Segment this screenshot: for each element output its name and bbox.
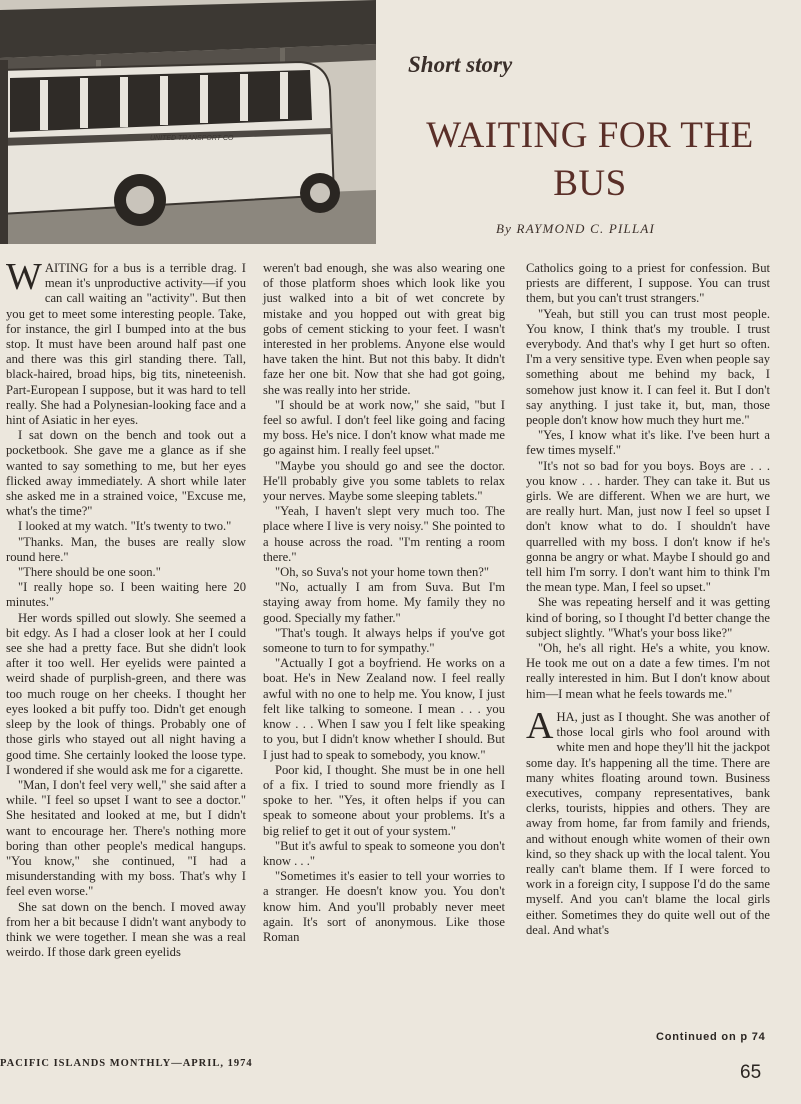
paragraph: "Maybe you should go and see the doctor. He'll probably give you some tablets to relax your nerves. Maybe some sleeping tablets." — [263, 458, 505, 504]
paragraph: AHA, just as I thought. She was another of those local girls who fool around with white men and hope they'll hit the jackpot some day. It's happening all the time. There are many whites floating around town. Business executives, company representatives, bank clerks, tourists, hippies and others. They are away from home, far from family and friends, and without enough white women of their own kind, so they shack up with the local talent. You really can't blame them. If I were forced to work in a foreign city, I suppose I'd do the same myself. And you can't blame the local girls either. Sometimes they do quite well out of the deal. And what's — [526, 704, 770, 937]
paragraph: "It's not so bad for you boys. Boys are . . . you know . . . harder. They can take it. But us girls. We are different. When we are hurt, we are really hurt. Man, just now I feel so upset I don't know what to do. I shouldn't have quarrelled with my boss. I don't know if he's gonna be angry or what. Maybe I should go and tell him I'm sorry. I don't want him to think I'm the mean type. Man, I feel so upset." — [526, 458, 770, 595]
bus-photo — [0, 0, 376, 244]
drop-cap: A — [526, 704, 554, 747]
paragraph: I sat down on the bench and took out a pocketbook. She gave me a glance as if she wanted to say something to me, but her eyes flicked away immediately. A short while later she asked me in a strained voice, "Excuse me, what's the time?" — [6, 428, 246, 519]
bus-lettering: UNITED TRANSPORT CO — [150, 135, 234, 142]
paragraph: Catholics going to a priest for confession. But priests are different, I suppose. You can trust them, but you can't trust strangers." — [526, 261, 770, 306]
paragraph: "But it's awful to speak to someone you don't know . . ." — [263, 838, 505, 868]
paragraph: "No, actually I am from Suva. But I'm staying away from home. My family they no good. Specially my father." — [263, 580, 505, 625]
text-column-1 — [6, 256, 246, 960]
byline: By RAYMOND C. PILLAI — [496, 221, 656, 236]
paragraph: "Yeah, but still you can trust most people. You know, I think that's my trouble. I trust everybody. And that's why I get hurt so often. I'm a very sensitive type. Even when people say something about me behind my back, I somehow just know it. I can feel it. But I don't say anything. I just take it, but, man, those people don't know how much they hurt me." — [526, 306, 770, 428]
footer-credit: PACIFIC ISLANDS MONTHLY—APRIL, 1974 — [0, 1058, 253, 1069]
paragraph: She was repeating herself and it was getting kind of boring, so I thought I'd better change the subject slightly. "What's your boss like?" — [526, 595, 770, 640]
paragraph: She sat down on the bench. I moved away from her a bit because I didn't want anybody to think we were together. I mean she was a real weirdo. If those dark green eyelids — [6, 899, 246, 960]
text-column-2 — [263, 261, 505, 945]
paragraph: Her words spilled out slowly. She seemed a bit edgy. As I had a closer look at her I could see she had a pretty face. But she didn't look after it too well. Her eyelids were painted a weird shade of purplish-green, and there was too much rouge on her cheeks. I thought her eyes looked a bit puffy too. Didn't get enough sleep by the look of things. Probably one of those girls who stayed out all night having a good time. She certainly looked the loose type. I wondered if she would ask me for a cigarette. — [6, 610, 246, 777]
paragraph: I looked at my watch. "It's twenty to two." — [18, 519, 232, 534]
paragraph: "Sometimes it's easier to tell your worries to a stranger. He doesn't know you. You don't know him. And you'll probably never meet again. It's sort of anonymous. Like those Roman — [263, 869, 505, 944]
paragraph: "I really hope so. I been waiting here 20 minutes." — [6, 580, 246, 610]
paragraph: "Actually I got a boyfriend. He works on a boat. He's in New Zealand now. I feel really awful with no one to help me. You know, I just felt like talking to someone. I mean . . . you know . . . When I saw you I felt like speaking to you, but I didn't know whether I should. But I just had to speak to somebody, you know." — [263, 656, 505, 762]
page-number: 65 — [740, 1062, 762, 1083]
paragraph: "I should be at work now," she said, "but I feel so awful. I don't feel like going and facing my boss. He's nice. I don't know what made me go against him. I really feel upset." — [263, 397, 505, 458]
continued-note: Continued on p 74 — [656, 1031, 766, 1043]
paragraph: "Yeah, I haven't slept very much too. The place where I live is very noisy." She pointed to a house across the road. "I'm renting a room there." — [263, 504, 505, 564]
drop-cap: W — [6, 256, 42, 298]
paragraph: "Oh, so Suva's not your home town then?" — [275, 565, 490, 580]
text-column-3 — [526, 261, 770, 938]
bus-illustration — [0, 0, 376, 244]
section-kicker: Short story — [408, 52, 513, 77]
paragraph: "That's tough. It always helps if you've got someone to turn to for sympathy." — [263, 625, 505, 656]
paragraph: "Thanks. Man, the buses are really slow round here." — [6, 534, 246, 564]
paragraph: WAITING for a bus is a terrible drag. I mean it's unproductive activity—if you can call waiting an "activity". But then you get to meet some interesting people. Take, for instance, the girl I bumped into at the bus stop. It must have been around half past one and there was this girl standing there. Tall, black-haired, broad hips, big tits, nineteenish. Part-European I suppose, but it was hard to tell really. She had a Polynesian-looking face and a hint of Asiatic in her eyes. — [6, 256, 246, 428]
paragraph: "Yes, I know what it's like. I've been hurt a few times myself." — [526, 428, 770, 458]
paragraph: "Man, I don't feel very well," she said after a while. "I feel so upset I want to see a doctor." She hesitated and looked at me, but I didn't want to encourage her. There's nothing more boring than other people's medical hangups. "You know," she continued, "I had a misunderstanding with my boss. That's why I feel even worse." — [6, 777, 246, 899]
paragraph: Poor kid, I thought. She must be in one hell of a fix. I tried to sound more friendly as I spoke to her. "Yes, it often helps if you can speak to someone about your problems. It's a big relief to get it out of your system." — [263, 762, 505, 838]
paragraph: "There should be one soon." — [18, 565, 161, 580]
paragraph: weren't bad enough, she was also wearing one of those platform shoes which look like you just walked into a bit of wet concrete by mistake and you hopped out with great big gobs of cement sticking to your feet. I wasn't interested in her problems. Anyone else would have taken the hint. But not this baby. It didn't faze her one bit. Now that she had got going, she was really into her stride. — [263, 261, 505, 397]
paragraph: "Oh, he's all right. He's a white, you know. He took me out on a date a few times. I'm not really interested in him. But I don't know about him—I mean what he feels towards me." — [526, 641, 770, 701]
story-title: WAITING FOR THE BUS — [426, 115, 754, 204]
